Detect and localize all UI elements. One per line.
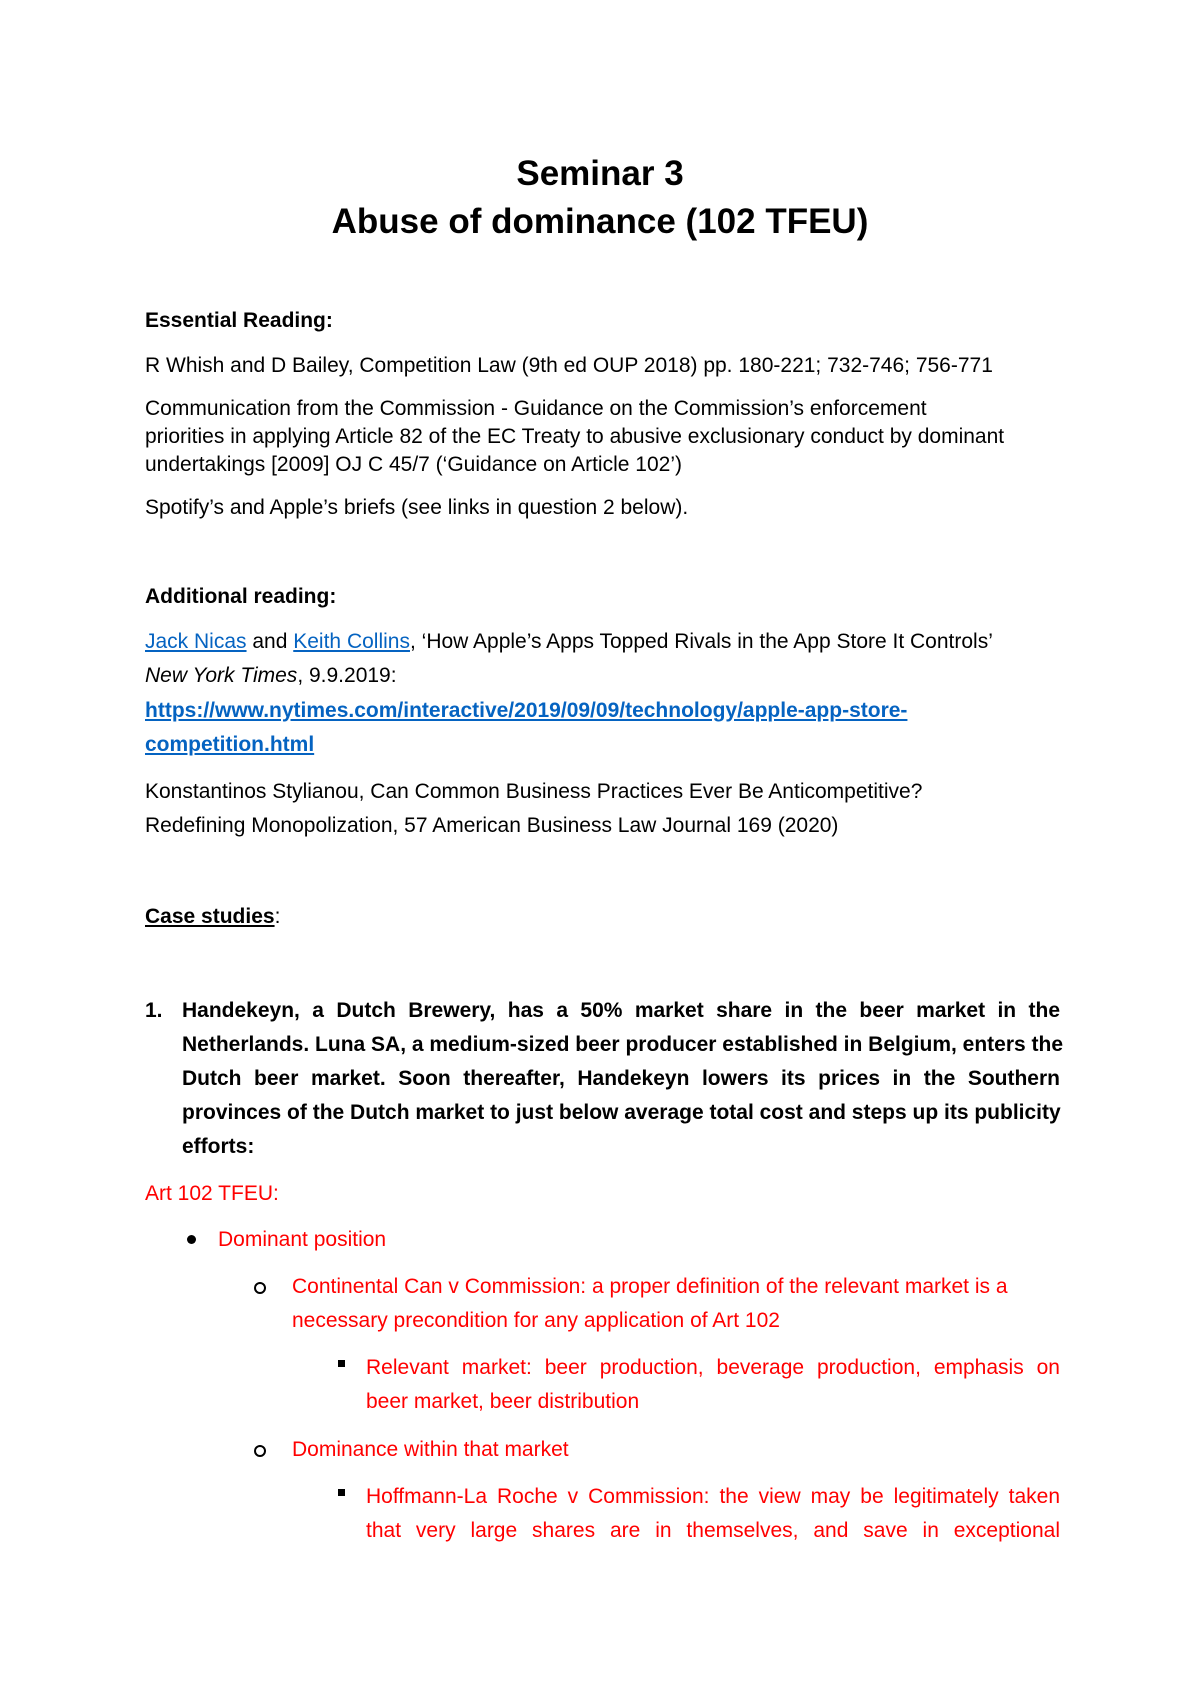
bullet-circle-icon [254, 1445, 266, 1457]
answer-subsub-1-line-2: beer market, beer distribution [366, 1390, 640, 1413]
additional-ref-2-line-2: Redefining Monopolization, 57 American Business Law Journal 169 (2020) [145, 814, 839, 837]
question-1-line-2: Netherlands. Luna SA, a medium-sized beer producer established in Belgium, enters the [182, 1033, 1064, 1056]
question-1-line-5: efforts: [182, 1135, 255, 1158]
answer-sub-1-line-1: Continental Can v Commission: a proper definition of the relevant market is a [292, 1275, 1008, 1298]
page-subtitle: Abuse of dominance (102 TFEU) [331, 202, 869, 241]
additional-ref-1-line-2 [145, 663, 397, 689]
essential-ref-3: Spotify’s and Apple’s briefs (see links in question 2 below). [145, 496, 689, 519]
case-studies-colon: : [274, 905, 281, 928]
essential-ref-2-line-3: undertakings [2009] OJ C 45/7 (‘Guidance on Article 102’) [145, 453, 682, 476]
bullet-square-icon [338, 1489, 345, 1496]
article-url-link[interactable]: https://www.nytimes.com/interactive/2019/09/09/technology/apple-app-store- [145, 699, 908, 722]
additional-ref-1-line-1 [145, 629, 993, 655]
answer-sub-1-line-2: necessary precondition for any application of Art 102 [292, 1309, 780, 1332]
essential-ref-2-line-2: priorities in applying Article 82 of the EC Treaty to abusive exclusionary conduct by dominant [145, 425, 1005, 448]
author-link-jack-nicas[interactable]: Jack Nicas [145, 630, 247, 653]
publication-name: New York Times [145, 664, 298, 687]
question-1-line-3: Dutch beer market. Soon thereafter, Handekeyn lowers its prices in the Southern [182, 1067, 1060, 1090]
page-title: Seminar 3 [516, 154, 684, 193]
answer-heading: Art 102 TFEU: [145, 1182, 279, 1205]
essential-ref-2-line-1: Communication from the Commission - Guidance on the Commission’s enforcement [145, 397, 927, 420]
article-title: , ‘How Apple’s Apps Topped Rivals in the App Store It Controls’ [409, 630, 993, 653]
essential-reading-heading: Essential Reading: [145, 309, 333, 332]
bullet-square-icon [338, 1360, 345, 1367]
answer-bullet-dominant-position: Dominant position [218, 1228, 387, 1251]
answer-subsub-1-line-1: Relevant market: beer production, beverage production, emphasis on [366, 1356, 1060, 1379]
article-url-link-continued[interactable]: competition.html [145, 733, 315, 756]
author-link-keith-collins[interactable]: Keith Collins [293, 630, 410, 653]
publication-date: , 9.9.2019: [297, 664, 397, 687]
bullet-dot-icon [187, 1235, 196, 1244]
case-studies-heading [145, 904, 280, 930]
conjunction: and [246, 630, 294, 653]
additional-ref-2-line-1: Konstantinos Stylianou, Can Common Business Practices Ever Be Anticompetitive? [145, 780, 923, 803]
answer-sub-2: Dominance within that market [292, 1438, 569, 1461]
question-1-line-4: provinces of the Dutch market to just below average total cost and steps up its publicity [182, 1101, 1061, 1124]
answer-subsub-2-line-1: Hoffmann-La Roche v Commission: the view may be legitimately taken [366, 1485, 1060, 1508]
essential-ref-1: R Whish and D Bailey, Competition Law (9th ed OUP 2018) pp. 180-221; 732-746; 756-771 [145, 354, 993, 377]
answer-subsub-2-line-2: that very large shares are in themselves, and save in exceptional [366, 1519, 1060, 1542]
bullet-circle-icon [254, 1282, 266, 1294]
additional-reading-heading: Additional reading: [145, 585, 337, 608]
question-1-line-1: Handekeyn, a Dutch Brewery, has a 50% market share in the beer market in the [182, 999, 1060, 1022]
question-number: 1. [145, 999, 163, 1022]
case-studies-label: Case studies [145, 905, 275, 928]
